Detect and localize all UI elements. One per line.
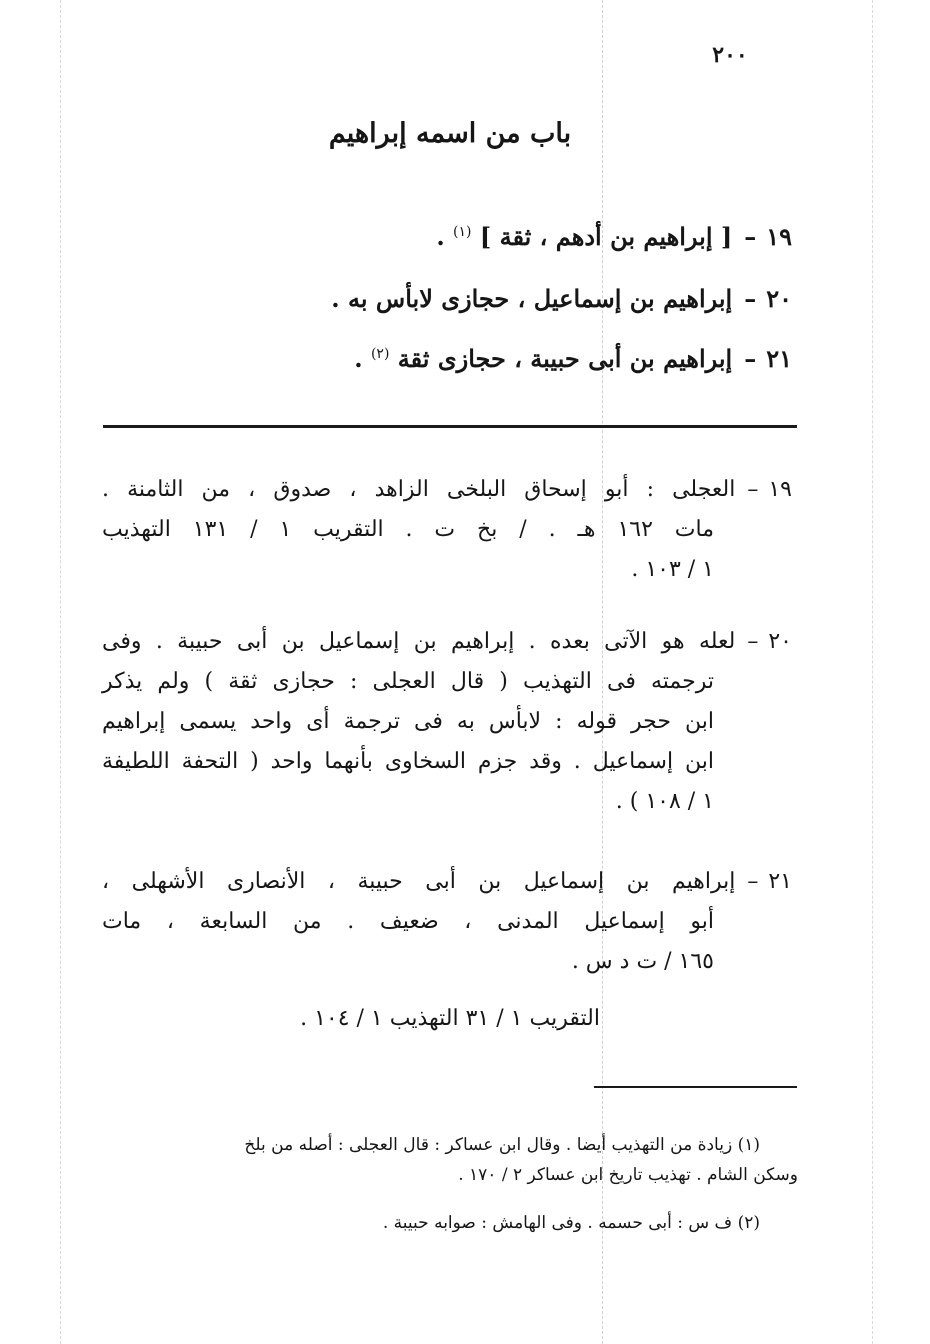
- scan-guide-line: [872, 0, 873, 1344]
- note-dash: –: [747, 477, 759, 502]
- entry-text: إبراهيم بن أبى حبيبة ، حجازى ثقة: [389, 344, 733, 373]
- entry-text: [ إبراهيم بن أدهم ، ثقة ]: [471, 222, 733, 251]
- entry-text: إبراهيم بن إسماعيل ، حجازى لابأس به .: [331, 284, 733, 313]
- note-dash: –: [747, 629, 759, 654]
- note-number: ٢٠: [768, 629, 792, 654]
- entry-19: [436, 222, 792, 251]
- entry-dash: –: [744, 284, 757, 313]
- note-20: [102, 622, 792, 822]
- footnote-rule: [594, 1086, 797, 1088]
- note-line: ١ / ١٠٨ ) .: [615, 789, 714, 814]
- note-line: ١٦٥ / ت د س .: [571, 949, 714, 974]
- entry-dash: –: [744, 222, 757, 251]
- note-line: مات ١٦٢ هـ . / بخ ت . التقريب ١ / ١٣١ التهذيب: [102, 517, 714, 542]
- chapter-title: باب من اسمه إبراهيم: [328, 118, 572, 149]
- note-text: لعله هو الآتى بعده . إبراهيم بن إسماعيل بن أبى حبيبة . وفى: [102, 629, 736, 654]
- note-number: ١٩: [768, 477, 792, 502]
- note-line: ابن إسماعيل . وقد جزم السخاوى بأنهما واحد ( التحفة اللطيفة: [102, 749, 714, 774]
- note-line: [102, 470, 792, 510]
- note-text: العجلى : أبو إسحاق البلخى الزاهد ، صدوق ، من الثامنة .: [102, 477, 736, 502]
- entry-number: ٢١: [766, 344, 792, 373]
- entry-20: [331, 284, 792, 313]
- note-line: [102, 862, 792, 902]
- note-21-reference: التقريب ١ / ٣١ التهذيب ١ / ١٠٤ .: [300, 1006, 600, 1031]
- footnote-line: وسكن الشام . تهذيب تاريخ ابن عساكر ٢ / ١٧٠ .: [458, 1165, 798, 1185]
- footnote-2: [98, 1208, 798, 1238]
- entry-21: [354, 344, 792, 373]
- note-number: ٢١: [768, 869, 792, 894]
- entry-end: .: [436, 222, 454, 251]
- entry-end: .: [354, 344, 371, 373]
- note-21: [102, 862, 792, 982]
- note-text: إبراهيم بن إسماعيل بن أبى حبيبة ، الأنصارى الأشهلى ،: [102, 869, 736, 894]
- note-line: ابن حجر قوله : لابأس به فى ترجمة أى واحد يسمى إبراهيم: [102, 709, 714, 734]
- divider-rule: [103, 425, 797, 428]
- note-line: [102, 622, 792, 662]
- entry-number: ١٩: [766, 222, 792, 251]
- note-dash: –: [747, 869, 759, 894]
- footnote-ref: (١): [453, 224, 472, 240]
- entry-dash: –: [744, 344, 757, 373]
- note-line: ترجمته فى التهذيب ( قال العجلى : حجازى ثقة ) ولم يذكر: [102, 669, 714, 694]
- note-line: ١ / ١٠٣ .: [631, 557, 714, 582]
- scan-guide-line: [60, 0, 61, 1344]
- footnote-1: [98, 1130, 798, 1190]
- page-number: ٢٠٠: [712, 42, 748, 68]
- note-19: [102, 470, 792, 590]
- footnote-line: (٢) ف س : أبى حسمه . وفى الهامش : صوابه حبيبة .: [382, 1213, 760, 1233]
- note-line: أبو إسماعيل المدنى ، ضعيف . من السابعة ، مات: [102, 909, 715, 934]
- footnote-ref: (٢): [370, 346, 390, 362]
- entry-number: ٢٠: [766, 284, 792, 313]
- footnote-line: (١) زيادة من التهذيب أيضا . وقال ابن عساكر : قال العجلى : أصله من بلخ: [244, 1135, 760, 1155]
